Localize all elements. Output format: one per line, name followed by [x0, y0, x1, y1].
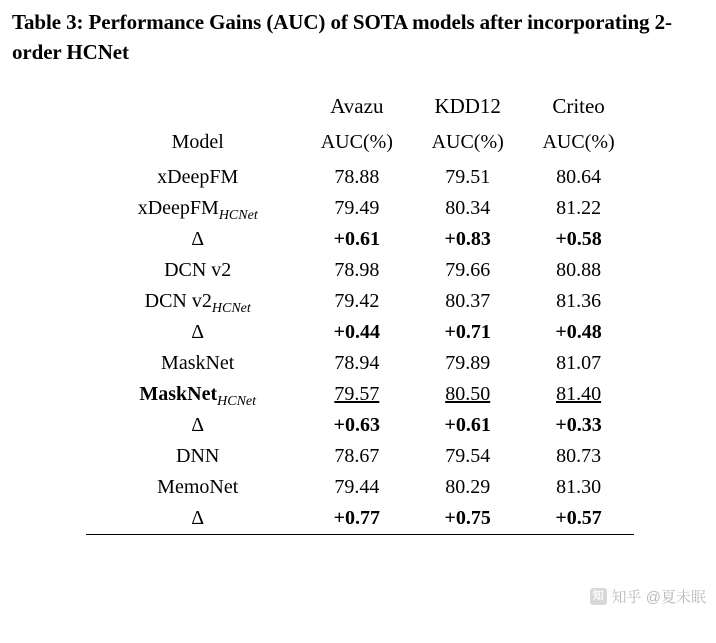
row-value-cell: 78.98	[334, 258, 380, 281]
row-model-label: MemoNet	[157, 475, 239, 498]
table-header-row	[86, 90, 634, 123]
table-row	[86, 348, 634, 379]
row-value-cell: +0.61	[333, 227, 381, 250]
row-value-cell: 80.73	[556, 444, 602, 467]
header-kdd12: KDD12	[434, 93, 501, 118]
row-value-cell: 78.94	[334, 351, 380, 374]
row-value-cell: 79.44	[334, 475, 380, 498]
row-value-cell: 79.54	[445, 444, 491, 467]
row-value-cell: 79.49	[334, 196, 380, 219]
row-model-label: DCN $v2_{HCNet}$	[144, 289, 251, 316]
table-row	[86, 379, 634, 410]
performance-table	[86, 90, 634, 535]
row-value-cell: +0.63	[333, 413, 381, 436]
row-value-cell: 78.67	[334, 444, 380, 467]
row-value-cell: 79.89	[445, 351, 491, 374]
header-avazu: Avazu	[330, 93, 384, 118]
row-value-cell: 79.42	[334, 289, 380, 312]
row-model-label: DCN v2	[164, 258, 232, 281]
header-label-cell	[86, 90, 301, 123]
row-value-cell: 80.50	[445, 382, 491, 405]
row-value-cell: +0.57	[523, 503, 634, 535]
table-body	[86, 162, 634, 535]
table-row	[86, 193, 634, 224]
row-model-label: Δ	[191, 227, 205, 250]
row-value-cell: 79.57	[334, 382, 380, 405]
table-row	[86, 410, 634, 441]
table-subheader-row	[86, 123, 634, 162]
table-row	[86, 255, 634, 286]
row-value-cell: +0.77	[301, 503, 412, 535]
table-caption: Table 3: Performance Gains (AUC) of SOTA models after incorporating 2-order HCNet	[12, 10, 672, 64]
table-row	[86, 503, 634, 535]
row-model-label: MaskNet$_{HCNet}$	[139, 382, 257, 409]
row-model-label: Δ	[191, 320, 205, 343]
row-value-cell: 80.29	[445, 475, 491, 498]
row-value-cell: +0.61	[444, 413, 491, 436]
row-model-label: xDeepFM$_{HCNet}$	[137, 196, 258, 223]
header-criteo: Criteo	[552, 93, 605, 118]
row-value-cell: +0.71	[444, 320, 491, 343]
table-row	[86, 224, 634, 255]
watermark-text: 知乎 @夏未眠	[611, 589, 706, 606]
row-value-cell: +0.58	[555, 227, 602, 250]
row-value-cell: 81.22	[556, 196, 602, 219]
subheader-avazu-metric: AUC(%)	[320, 130, 393, 153]
row-model-label: DNN	[176, 444, 220, 467]
row-model-label: xDeepFM	[157, 165, 239, 188]
row-value-cell: 80.37	[445, 289, 491, 312]
row-value-cell: +0.33	[555, 413, 602, 436]
row-value-cell: +0.44	[333, 320, 381, 343]
watermark	[590, 586, 706, 607]
row-value-cell: 81.07	[556, 351, 602, 374]
table-row	[86, 286, 634, 317]
table-row	[86, 162, 634, 193]
row-model-label: Δ	[86, 503, 301, 535]
row-value-cell: 78.88	[334, 165, 380, 188]
row-value-cell: +0.48	[555, 320, 602, 343]
row-value-cell: 81.36	[556, 289, 602, 312]
row-model-label: Δ	[191, 413, 205, 436]
zhihu-logo-icon: 知	[590, 588, 607, 605]
subheader-kdd12-metric: AUC(%)	[431, 130, 504, 153]
row-value-cell: 79.51	[445, 165, 491, 188]
subheader-model: Model	[171, 130, 224, 153]
table-container	[86, 90, 634, 535]
row-value-cell: 80.34	[445, 196, 491, 219]
row-value-cell: +0.83	[444, 227, 491, 250]
row-value-cell: 81.30	[556, 475, 602, 498]
row-value-cell: 81.40	[556, 382, 602, 405]
table-row	[86, 441, 634, 472]
table-row	[86, 317, 634, 348]
table-row	[86, 472, 634, 503]
row-model-label: MaskNet	[161, 351, 235, 374]
subheader-criteo-metric: AUC(%)	[542, 130, 615, 153]
row-value-cell: 80.64	[556, 165, 602, 188]
row-value-cell: 79.66	[445, 258, 491, 281]
row-value-cell: 80.88	[556, 258, 602, 281]
row-value-cell: +0.75	[412, 503, 523, 535]
